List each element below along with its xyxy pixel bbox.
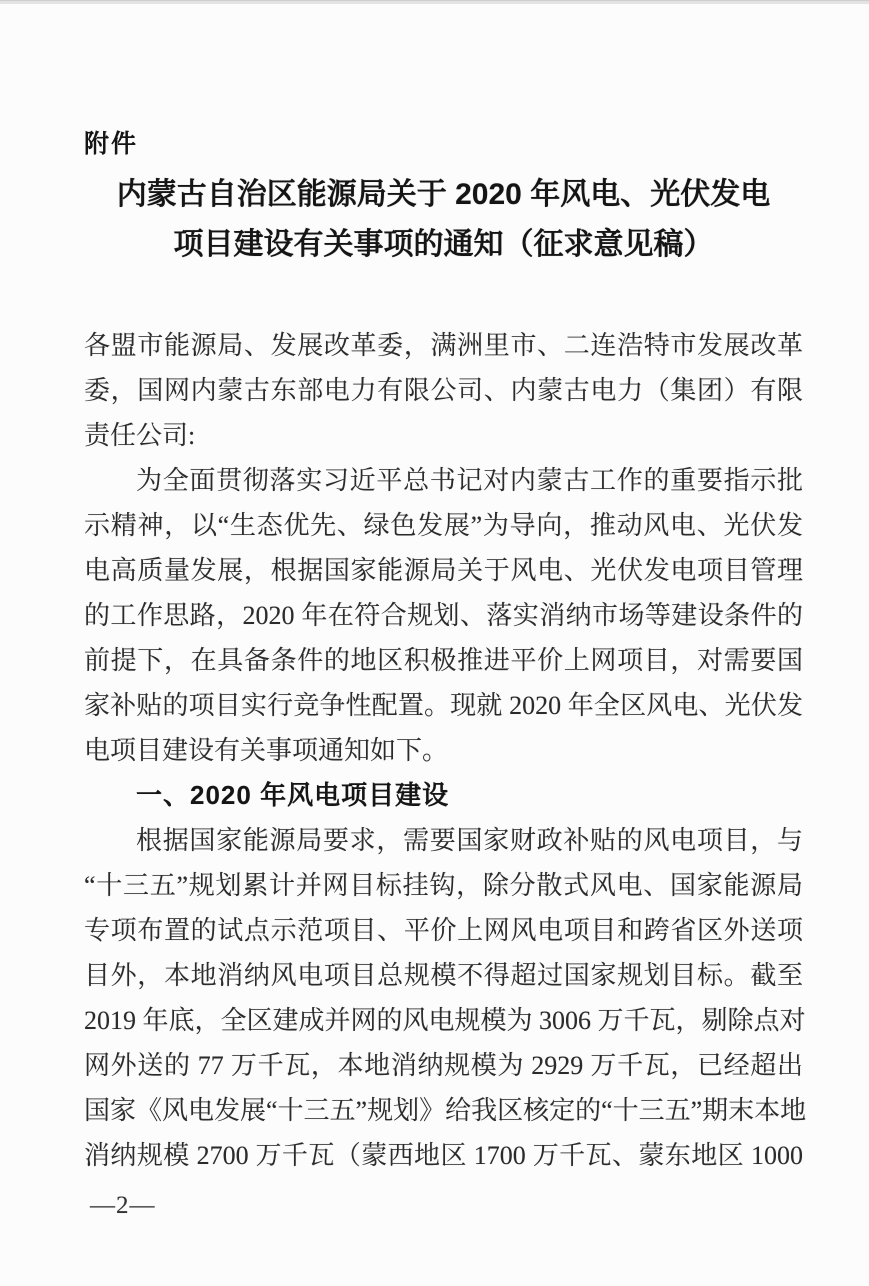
document-title [84,170,803,270]
text-line: 目外，本地消纳风电项目总规模不得超过国家规划目标。截至 [84,961,803,990]
text-line: “十三五”规划累计并网目标挂钩，除分散式风电、国家能源局 [84,871,803,900]
text-line: 家补贴的项目实行竞争性配置。现就 2020 年全区风电、光伏发 [84,691,803,720]
text-line: 委，国网内蒙古东部电力有限公司、内蒙古电力（集团）有限 [84,376,803,405]
text-line: 网外送的 77 万千瓦，本地消纳规模为 2929 万千瓦，已经超出 [84,1051,803,1080]
attachment-label: 附件 [84,130,139,158]
text-line: 的工作思路，2020 年在符合规划、落实消纳市场等建设条件的 [84,601,803,630]
text-line: 为全面贯彻落实习近平总书记对内蒙古工作的重要指示批 [136,466,803,495]
title-line-2: 项目建设有关事项的通知（征求意见稿） [173,228,714,261]
text-line: 根据国家能源局要求，需要国家财政补贴的风电项目，与 [136,826,803,855]
text-line: 前提下，在具备条件的地区积极推进平价上网项目，对需要国 [84,646,803,675]
text-line: 一、2020 年风电项目建设 [136,780,450,810]
section-heading [84,773,803,818]
text-line: 示精神，以“生态优先、绿色发展”为导向，推动风电、光伏发 [84,511,803,540]
paragraph [84,323,803,458]
text-line: 国家《风电发展“十三五”规划》给我区核定的“十三五”期末本地 [84,1096,807,1125]
text-line: 电高质量发展，根据国家能源局关于风电、光伏发电项目管理 [84,556,803,585]
text-line: 消纳规模 2700 万千瓦（蒙西地区 1700 万千瓦、蒙东地区 1000 [84,1141,803,1170]
text-line: 专项布置的试点示范项目、平价上网风电项目和跨省区外送项 [84,916,803,945]
document-content [84,0,807,1178]
paragraph [84,458,803,773]
text-line: 责任公司: [84,421,196,450]
paragraph [84,818,807,1178]
text-line: 各盟市能源局、发展改革委，满洲里市、二连浩特市发展改革 [84,331,803,360]
text-line: 电项目建设有关事项通知如下。 [84,736,449,765]
document-body [84,323,807,1178]
text-line: 2019 年底，全区建成并网的风电规模为 3006 万千瓦，剔除点对 [84,1006,806,1035]
title-line-1: 内蒙古自治区能源局关于 2020 年风电、光伏发电 [116,178,771,211]
page-number: —2— [90,1192,156,1219]
